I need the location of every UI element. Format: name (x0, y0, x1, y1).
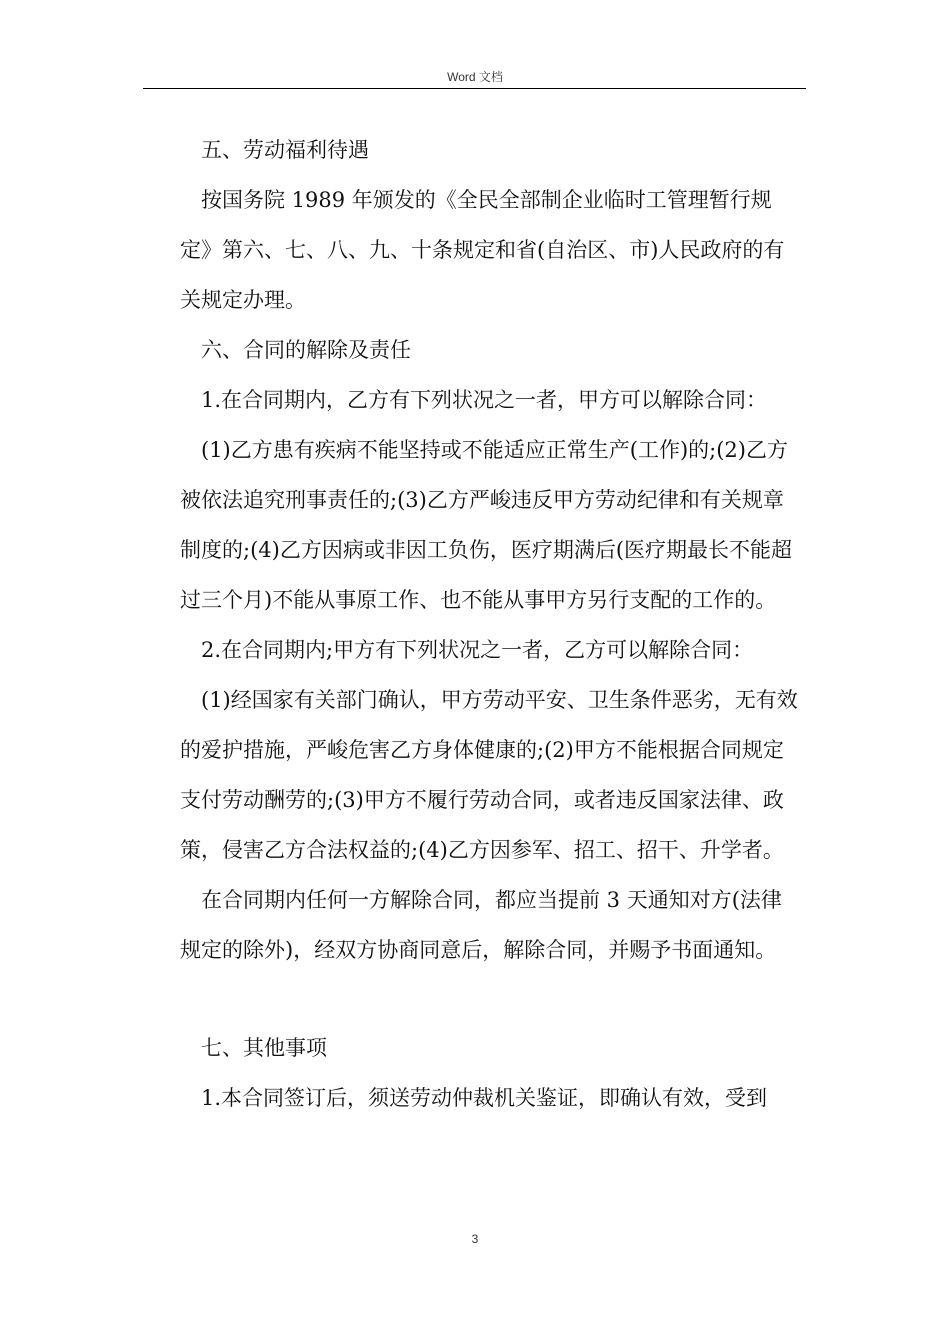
paragraph: 在合同期内任何一方解除合同，都应当提前 3 天通知对方(法律规定的除外)，经双方协商同意后，解除合同，并赐予书面通知。 (180, 888, 782, 962)
section-heading-7: 七、其他事项 (201, 1036, 327, 1060)
paragraph: (1)乙方患有疾病不能坚持或不能适应正常生产(工作)的;(2)乙方被依法追究刑事责任的;(3)乙方严峻违反甲方劳动纪律和有关规章制度的;(4)乙方因病或非因工负伤，医疗期满后(医疗期最长不能超过三个月)不能从事原工作、也不能从事甲方另行支配的工作的。 (180, 438, 793, 612)
document-body (180, 125, 800, 1123)
section-heading-5: 五、劳动福利待遇 (201, 138, 369, 162)
page-header: Word 文档 (447, 70, 503, 84)
header-rule (143, 88, 806, 89)
blank-line (180, 975, 800, 1023)
paragraph: 1.在合同期内，乙方有下列状况之一者，甲方可以解除合同： (201, 388, 768, 412)
paragraph: 2.在合同期内;甲方有下列状况之一者，乙方可以解除合同： (201, 638, 754, 662)
page-number: 3 (471, 1232, 479, 1246)
section-heading-6: 六、合同的解除及责任 (201, 338, 411, 362)
paragraph: 按国务院 1989 年颁发的《全民全部制企业临时工管理暂行规定》第六、七、八、九、十条规定和省(自治区、市)人民政府的有关规定办理。 (180, 188, 785, 312)
paragraph: (1)经国家有关部门确认，甲方劳动平安、卫生条件恶劣，无有效的爱护措施，严峻危害乙方身体健康的;(2)甲方不能根据合同规定支付劳动酬劳的;(3)甲方不履行劳动合同，或者违反国家法律、政策，侵害乙方合法权益的;(4)乙方因参军、招工、招干、升学者。 (180, 688, 798, 862)
paragraph: 1.本合同签订后，须送劳动仲裁机关鉴证，即确认有效，受到 (201, 1086, 768, 1110)
